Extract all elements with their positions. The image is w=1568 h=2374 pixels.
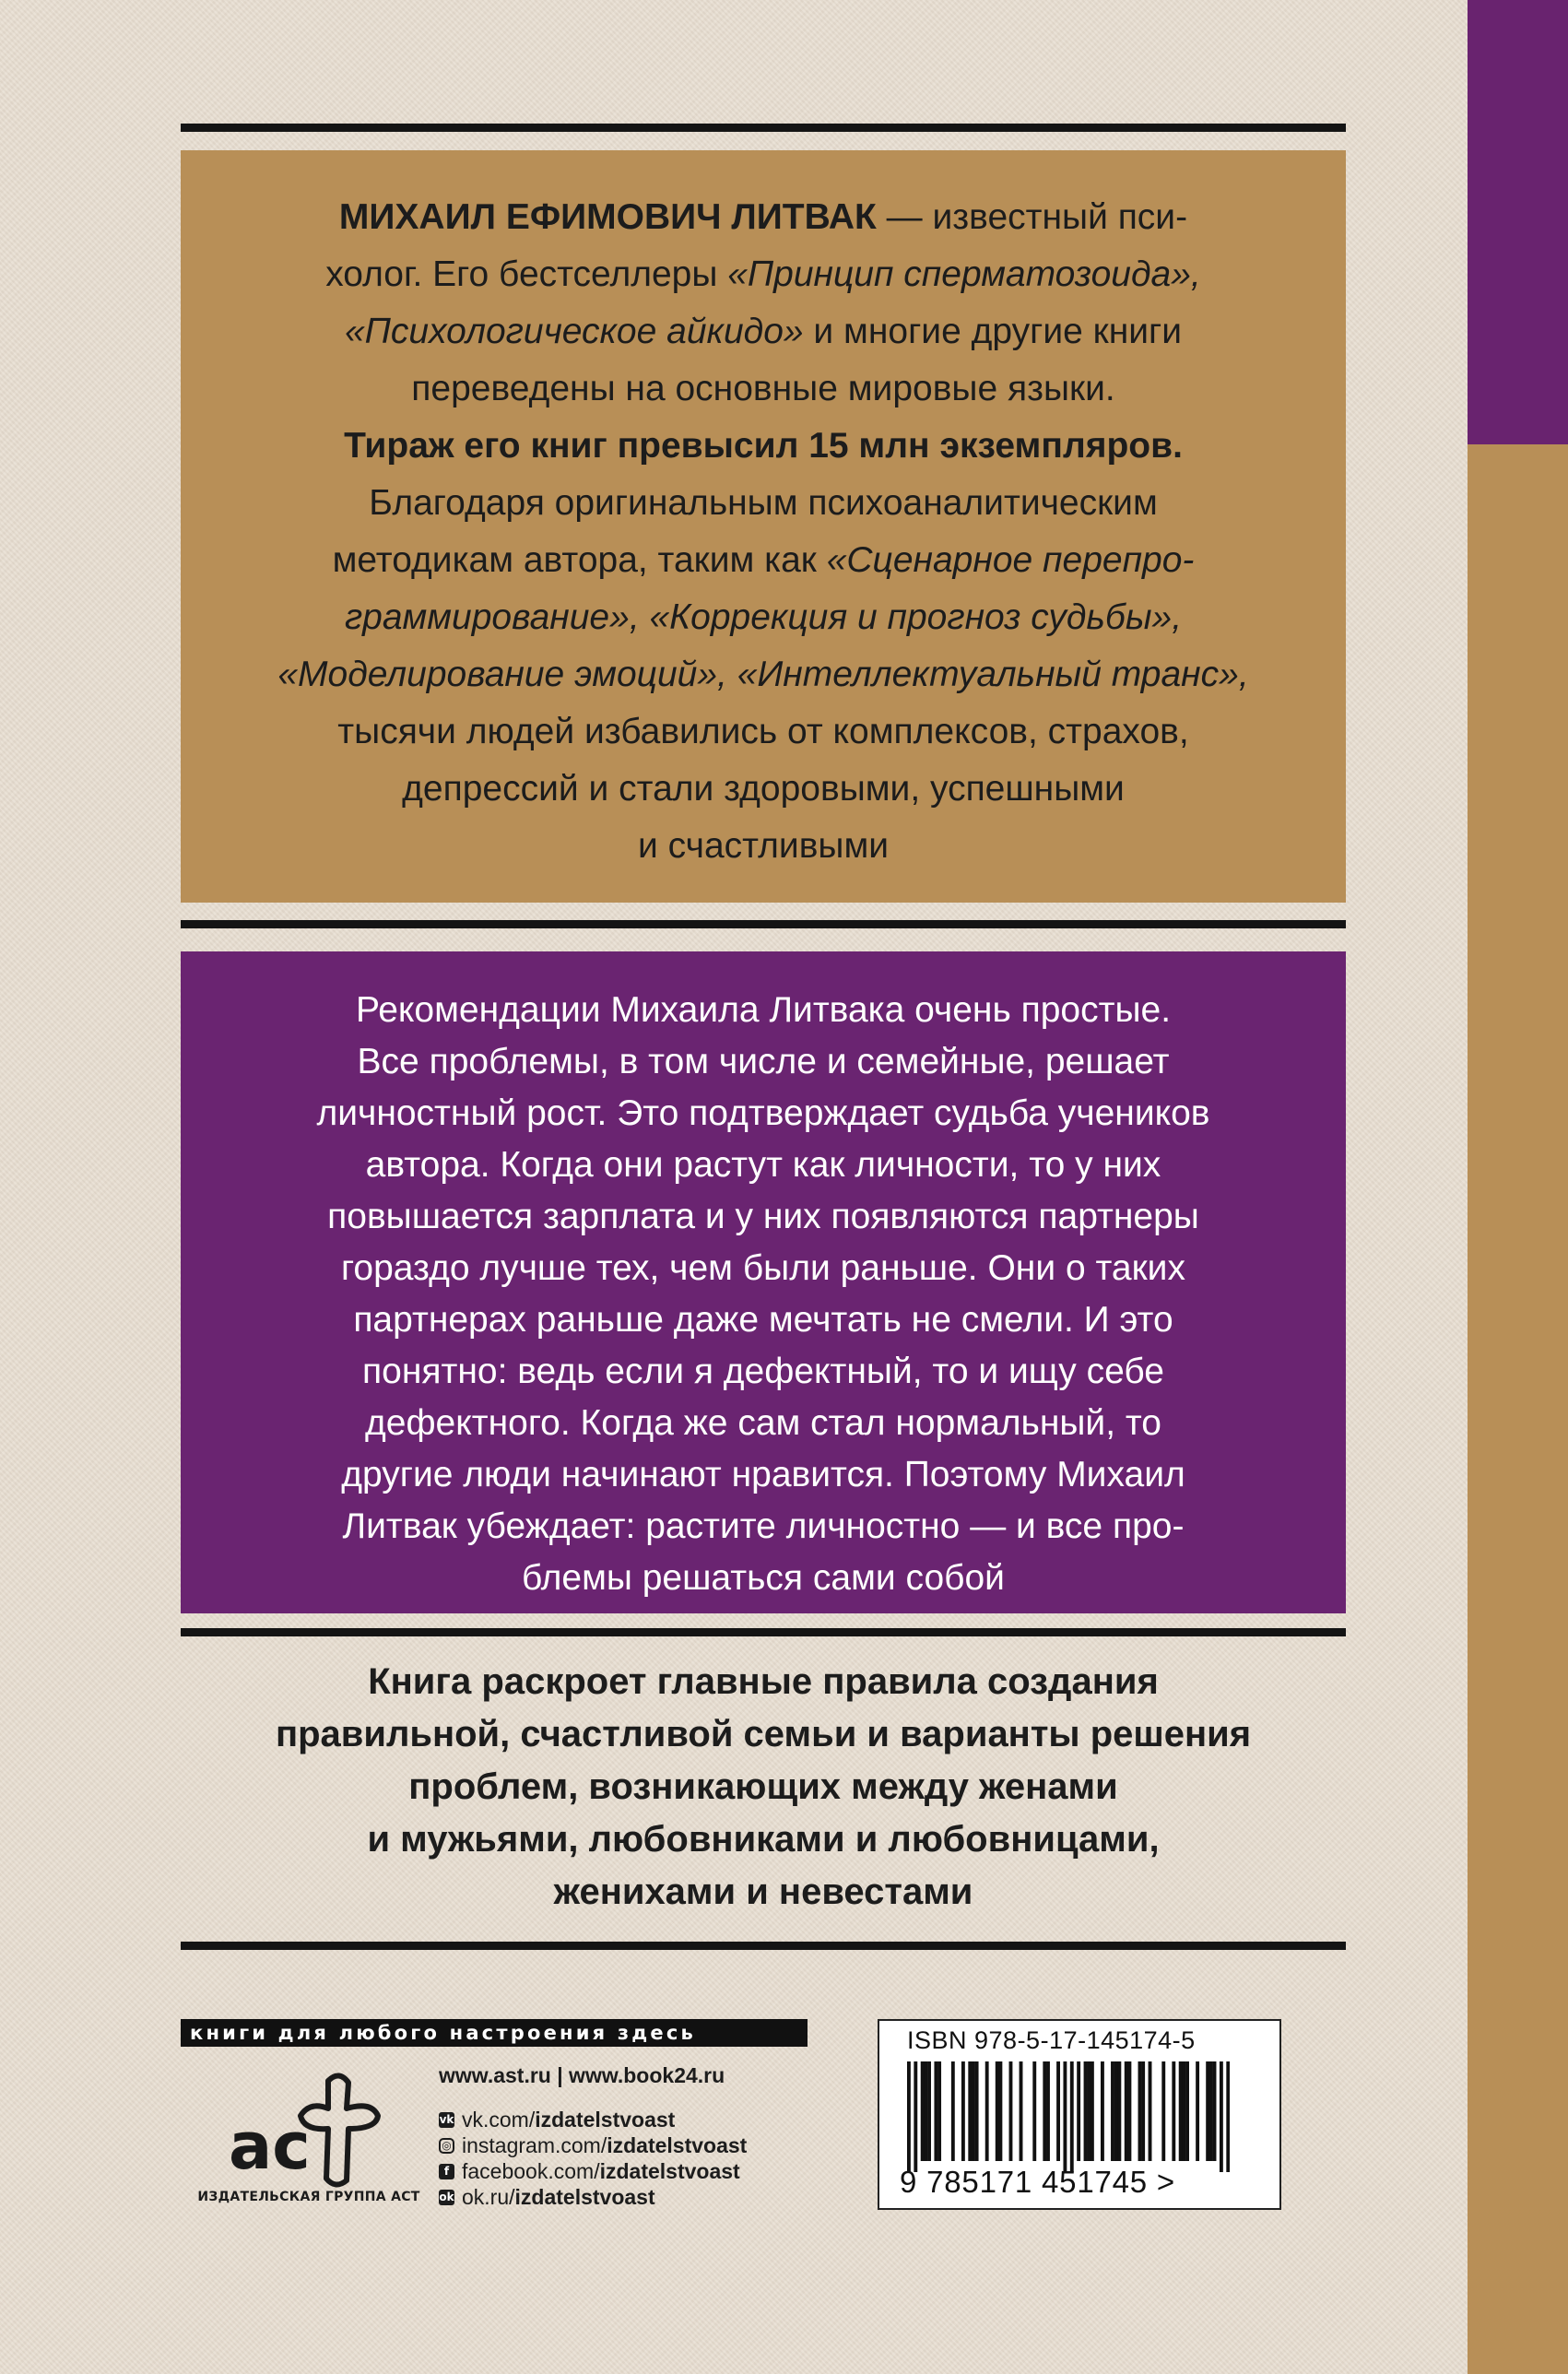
barcode-bar	[1196, 2061, 1199, 2161]
barcode-bar	[1226, 2061, 1230, 2172]
barcode-bar	[1056, 2061, 1060, 2161]
spine-gold-band	[1468, 444, 1568, 2374]
barcode-bar	[924, 2061, 927, 2161]
social-link-domain: instagram.com/	[462, 2133, 607, 2157]
text-segment: «Психологическое айкидо»	[344, 312, 804, 351]
recommendations-line: партнерах раньше даже мечтать не смели. И это	[353, 1300, 1173, 1340]
social-link-text	[462, 2184, 655, 2210]
barcode-bar	[1149, 2061, 1152, 2161]
summary-line: женихами и невестами	[553, 1872, 973, 1912]
barcode-bar	[914, 2061, 917, 2172]
barcode-bar	[998, 2061, 1002, 2161]
about-author-line	[208, 189, 1318, 246]
summary-line: проблем, возникающих между женами	[408, 1766, 1118, 1807]
barcode-bar	[934, 2061, 937, 2161]
about-author-line	[208, 818, 1318, 875]
about-author-line	[208, 532, 1318, 589]
text-segment: «Сценарное перепро-	[826, 540, 1195, 580]
barcode-bar	[921, 2061, 925, 2161]
barcode-bar	[1087, 2061, 1091, 2161]
recommendations-line: другие люди начинают нравится. Поэтому Михаил	[341, 1455, 1185, 1494]
barcode-bar	[996, 2061, 999, 2161]
isbn-label: ISBN 978-5-17-145174-5	[907, 2026, 1196, 2054]
vk-icon: vk	[439, 2113, 454, 2126]
text-segment: «Моделирование эмоций», «Интеллектуальный транс»,	[277, 655, 1249, 694]
recommendations-line: личностный рост. Это подтверждает судьба учеников	[316, 1093, 1210, 1133]
publisher-links	[439, 2062, 808, 2210]
barcode-bar	[1101, 2061, 1104, 2161]
text-segment: холог. Его бестселлеры	[325, 254, 728, 294]
about-author-line	[208, 246, 1318, 303]
barcode-bar	[1020, 2061, 1023, 2161]
about-author-line	[208, 475, 1318, 532]
barcode-bar	[1114, 2061, 1118, 2161]
text-segment: — известный пси-	[876, 197, 1188, 237]
recommendations-line: Литвак убеждает: растите личностно — и все про-	[342, 1506, 1185, 1546]
barcode-bar	[972, 2061, 975, 2161]
ast-logo-cross	[301, 2075, 378, 2184]
about-author-line	[208, 703, 1318, 761]
social-link-domain: vk.com/	[462, 2108, 536, 2132]
text-segment: методикам автора, таким как	[332, 540, 827, 580]
recommendations-line: повышается зарплата и у них появляются партнеры	[327, 1197, 1199, 1236]
ast-logo-caption: ИЗДАТЕЛЬСКАЯ ГРУППА АСТ	[197, 2190, 420, 2204]
barcode-bar	[937, 2061, 941, 2161]
divider-rule	[181, 1628, 1346, 1636]
barcode-bar	[1063, 2061, 1067, 2172]
recommendations-box	[181, 951, 1346, 1613]
about-author-box	[181, 150, 1346, 903]
about-author-line	[208, 761, 1318, 818]
publisher-websites[interactable]: www.ast.ru | www.book24.ru	[439, 2063, 725, 2087]
isbn-barcode-box	[878, 2019, 1281, 2210]
facebook-icon: f	[439, 2164, 454, 2179]
text-segment: «Принцип сперматозоида»,	[727, 254, 1201, 294]
recommendations-line: автора. Когда они растут как личности, то у них	[365, 1145, 1161, 1185]
divider-rule	[181, 920, 1346, 928]
barcode-bar	[985, 2061, 989, 2161]
barcode-bar	[1091, 2061, 1094, 2161]
barcode-bar	[961, 2061, 965, 2161]
social-link-domain: ok.ru/	[462, 2185, 515, 2209]
publisher-tagline: книги для любого настроения здесь	[181, 2019, 808, 2047]
barcode-bar	[1084, 2061, 1088, 2161]
social-link-text	[462, 2132, 747, 2158]
ast-logo-letters: ac	[229, 2108, 311, 2184]
text-segment: Благодаря оригинальным психоаналитическим	[369, 483, 1158, 523]
barcode-bar	[1182, 2061, 1185, 2161]
recommendations-line: Рекомендации Михаила Литвака очень простые.	[355, 990, 1172, 1030]
barcode-bar	[1032, 2061, 1036, 2161]
recommendations-line: дефектного. Когда же сам стал нормальный, то	[365, 1403, 1161, 1443]
barcode-bar	[1077, 2061, 1080, 2161]
about-author-line	[208, 303, 1318, 360]
isbn-digits: 9 785171 451745 >	[900, 2165, 1175, 2199]
instagram-icon: ◎	[439, 2138, 454, 2154]
summary-line: и мужьями, любовниками и любовницами,	[367, 1819, 1160, 1860]
barcode-bar	[1117, 2061, 1121, 2161]
barcode-bar	[1209, 2061, 1213, 2161]
text-segment: и многие другие книги	[803, 312, 1183, 351]
social-link-vk[interactable]	[439, 2107, 808, 2132]
barcode-bar	[1111, 2061, 1114, 2161]
barcode-bar	[951, 2061, 955, 2161]
text-segment: депрессий и стали здоровыми, успешными	[402, 769, 1125, 809]
text-segment: и счастливыми	[637, 826, 890, 866]
social-link-instagram[interactable]	[439, 2132, 808, 2158]
barcode-bar	[1043, 2061, 1046, 2161]
barcode	[907, 2061, 1230, 2172]
text-segment: Тираж его книг превысил 15 млн экземпляров.	[344, 426, 1183, 466]
barcode-bar	[1161, 2061, 1165, 2161]
social-link-handle: izdatelstvoast	[599, 2159, 740, 2183]
odnoklassniki-icon: ok	[439, 2191, 454, 2203]
barcode-bar	[907, 2061, 911, 2172]
about-author-line	[208, 646, 1318, 703]
recommendations-line: блемы решаться сами собой	[522, 1558, 1005, 1598]
barcode-bar	[1138, 2061, 1142, 2161]
about-author-line	[208, 418, 1318, 475]
barcode-bar	[1046, 2061, 1050, 2161]
about-author-line	[208, 360, 1318, 418]
social-link-text	[462, 2107, 675, 2132]
barcode-bar	[1179, 2061, 1183, 2161]
barcode-bar	[1213, 2061, 1217, 2161]
social-link-handle: izdatelstvoast	[607, 2133, 748, 2157]
text-segment: граммирование», «Коррекция и прогноз судьбы»,	[344, 597, 1183, 637]
barcode-bar	[1206, 2061, 1209, 2161]
barcode-bar	[1220, 2061, 1223, 2172]
social-link-text	[462, 2158, 740, 2184]
divider-rule	[181, 1942, 1346, 1950]
social-link-facebook[interactable]	[439, 2158, 808, 2184]
recommendations-line: понятно: ведь если я дефектный, то и ищу себе	[362, 1352, 1164, 1391]
recommendations-line: гораздо лучше тех, чем были раньше. Они о таких	[341, 1248, 1185, 1288]
barcode-bar	[1070, 2061, 1074, 2172]
barcode-bar	[1172, 2061, 1175, 2161]
text-segment: переведены на основные мировые языки.	[411, 369, 1115, 408]
text-segment: МИХАИЛ ЕФИМОВИЧ ЛИТВАК	[338, 197, 877, 237]
barcode-bar	[1127, 2061, 1131, 2161]
recommendations-line: Все проблемы, в том числе и семейные, решает	[357, 1042, 1170, 1081]
about-author-line	[208, 589, 1318, 646]
summary-line: правильной, счастливой семьи и варианты решения	[275, 1714, 1252, 1754]
barcode-bar	[927, 2061, 931, 2161]
barcode-bar	[1141, 2061, 1145, 2161]
barcode-bar	[1125, 2061, 1128, 2161]
book-summary	[181, 1656, 1346, 1919]
barcode-bar	[1185, 2061, 1189, 2161]
divider-rule	[181, 124, 1346, 132]
social-link-handle: izdatelstvoast	[514, 2185, 655, 2209]
social-link-odnoklassniki[interactable]	[439, 2184, 808, 2210]
barcode-bar	[968, 2061, 972, 2161]
barcode-bar	[975, 2061, 979, 2161]
social-link-domain: facebook.com/	[462, 2159, 600, 2183]
text-segment: тысячи людей избавились от комплексов, страхов,	[337, 712, 1189, 751]
social-link-handle: izdatelstvoast	[535, 2108, 676, 2132]
spine-purple-band	[1468, 0, 1568, 444]
barcode-bar	[1009, 2061, 1013, 2161]
summary-line: Книга раскроет главные правила создания	[368, 1661, 1159, 1702]
